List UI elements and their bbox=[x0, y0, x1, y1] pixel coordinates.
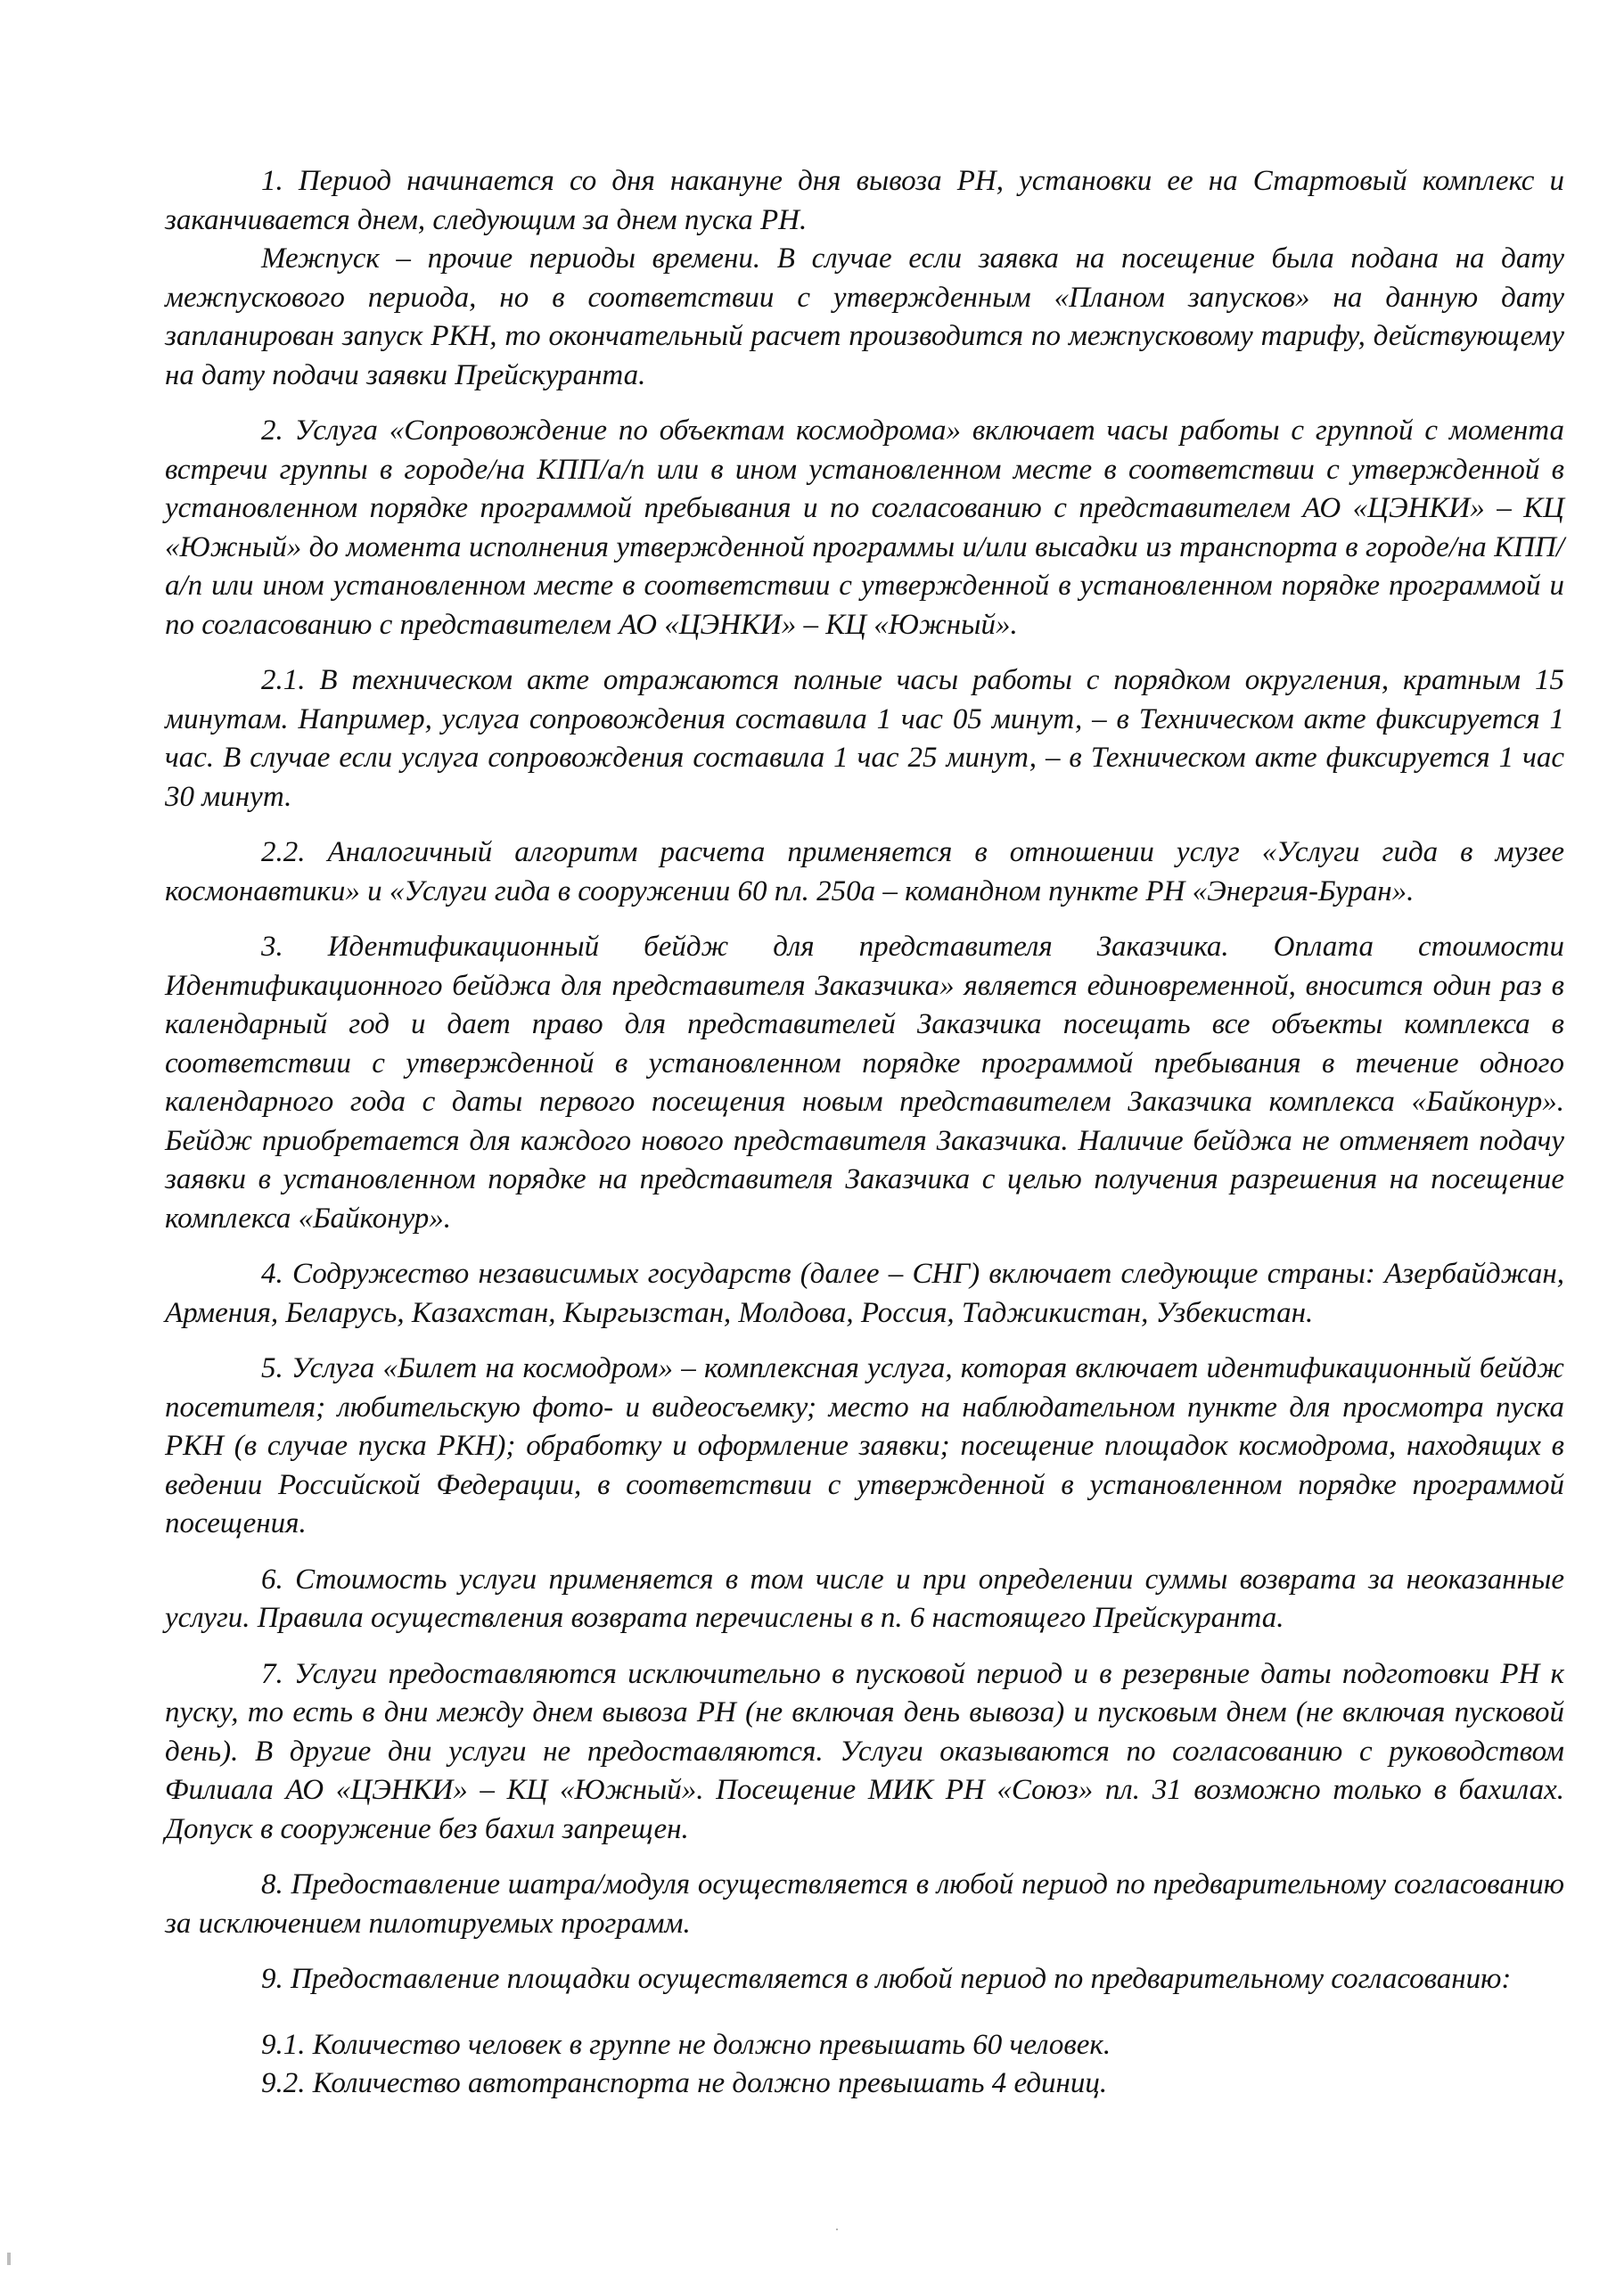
note-4-cis-countries: 4. Содружество независимых государств (далее – СНГ) включает следующие страны: Азербайджан, Армения, Беларусь, Казахстан, Кыргызстан, Молдова, Россия, Таджикистан, Узбекистан. bbox=[165, 1258, 1564, 1329]
note-1-launch-period: 1. Период начинается со дня накануне дня вывоза РН, установки ее на Стартовый комплекс и заканчивается днем, следующим за днем пуска РН. bbox=[165, 165, 1564, 236]
note-9-2-vehicles: 9.2. Количество автотранспорта не должно превышать 4 единиц. bbox=[261, 2067, 1108, 2099]
note-6-refund: 6. Стоимость услуги применяется в том числе и при определении суммы возврата за неоказанные услуги. Правила осуществления возврата перечислены в п. 6 настоящего Прейскуранта. bbox=[165, 1563, 1564, 1634]
note-5-cosmodrome-ticket: 5. Услуга «Билет на космодром» – комплексная услуга, которая включает идентификационный бейдж посетителя; любительскую фото- и видеосъемку; место на наблюдательном пункте для просмотра пуска РКН (в случае пуска РКН); обработку и оформление заявки; посещение площадок космодрома, находящих в ведении Российской Федерации, в соответствии с утвержденной в установленном порядке программой посещения. bbox=[165, 1352, 1564, 1539]
scan-speck bbox=[836, 2229, 838, 2230]
note-2-1-rounding: 2.1. В техническом акте отражаются полные часы работы с порядком округления, кратным 15 минутам. Например, услуга сопровождения составила 1 час 05 минут, – в Техническом акте фиксируется 1 час. В случае если услуга сопровождения составила 1 час 25 минут, – в Техническом акте фиксируется 1 час 30 минут. bbox=[165, 664, 1564, 813]
note-2-2-guide-services: 2.2. Аналогичный алгоритм расчета применяется в отношении услуг «Услуги гида в музее космонавтики» и «Услуги гида в сооружении 60 пл. 250а – командном пункте РН «Энергия-Буран». bbox=[165, 836, 1564, 907]
note-7-launch-period-services: 7. Услуги предоставляются исключительно в пусковой период и в резервные даты подготовки РН к пуску, то есть в дни между днем вывоза РН (не включая день вывоза) и пусковым днем (не включая пусковой день). В другие дни услуги не предоставляются. Услуги оказываются по согласованию с руководством Филиала АО «ЦЭНКИ» – КЦ «Южный». Посещение МИК РН «Союз» пл. 31 возможно только в бахилах. Допуск в сооружение без бахил запрещен. bbox=[165, 1657, 1564, 1845]
note-1-interlaunch: Межпуск – прочие периоды времени. В случае если заявка на посещение была подана на дату межпускового периода, но в соответствии с утвержденным «Планом запусков» на данную дату запланирован запуск РКН, то окончательный расчет производится по межпусковому тарифу, действующему на дату подачи заявки Прейскуранта. bbox=[165, 242, 1564, 391]
scan-margin-mark bbox=[7, 2253, 11, 2265]
document-body bbox=[165, 162, 1564, 2104]
note-9-1-group-size: 9.1. Количество человек в группе не должно превышать 60 человек. bbox=[261, 2028, 1111, 2061]
note-2-escort-service: 2. Услуга «Сопровождение по объектам космодрома» включает часы работы с группой с момента встречи группы в городе/на КПП/а/п или в ином установленном месте в соответствии с утвержденной в установленном порядке программой пребывания и по согласованию с представителем АО «ЦЭНКИ» – КЦ «Южный» до момента исполнения утвержденной программы и/или высадки из транспорта в городе/на КПП/ а/п или ином установленном месте в соответствии с утвержденной в установленном порядке программой и по согласованию с представителем АО «ЦЭНКИ» – КЦ «Южный». bbox=[165, 415, 1564, 641]
note-8-tent-module: 8. Предоставление шатра/модуля осуществляется в любой период по предварительному согласованию за исключением пилотируемых программ. bbox=[165, 1868, 1564, 1940]
note-9-site: 9. Предоставление площадки осуществляется в любой период по предварительному согласованию: bbox=[261, 1963, 1512, 1995]
note-3-badge: 3. Идентификационный бейдж для представителя Заказчика. Оплата стоимости Идентификационного бейджа для представителя Заказчика» является единовременной, вносится один раз в календарный год и дает право для представителей Заказчика посещать все объекты комплекса в соответствии с утвержденной в установленном порядке программой пребывания в течение одного календарного года с даты первого посещения новым представителем Заказчика комплекса «Байконур». Бейдж приобретается для каждого нового представителя Заказчика. Наличие бейджа не отменяет подачу заявки в установленном порядке на представителя Заказчика с целью получения разрешения на посещение комплекса «Байконур». bbox=[165, 931, 1564, 1235]
